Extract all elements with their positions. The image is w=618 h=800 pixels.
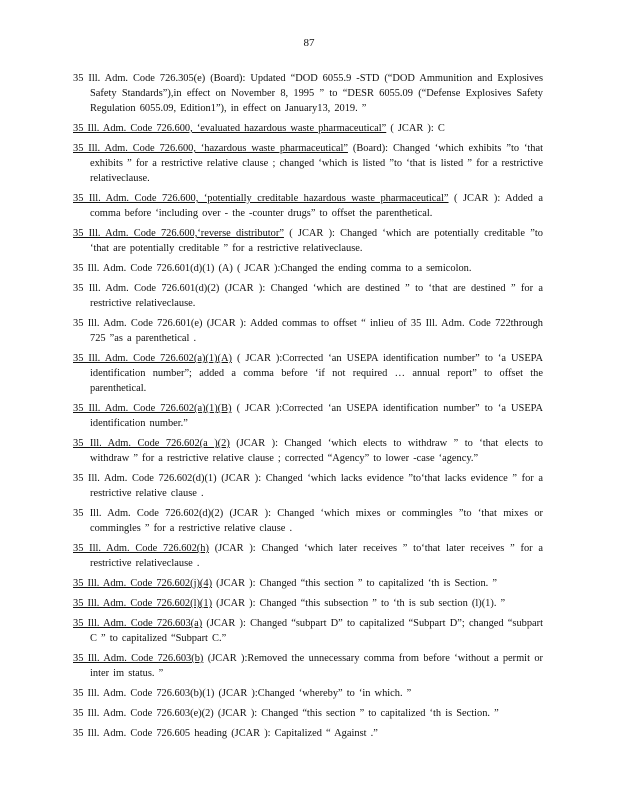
amendment-entry [73, 596, 543, 611]
entry-text: (JCAR ): Changed ‘which elects to withdraw ” to ‘that elects to withdraw ” for a restrictive relative clause ; corrected “Agency” to lower -case ‘agency.” [90, 438, 543, 464]
amendment-entry [73, 706, 543, 721]
amendment-entry [73, 616, 543, 646]
entry-text: Changed ‘which mixes or commingles ”to ‘that mixes or commingles ” for a restrictive relative clause . [90, 508, 543, 534]
amendment-entry [73, 261, 543, 276]
entry-citation: 35 Ill. Adm. Code 726.600,‘reverse distributor” [73, 228, 284, 239]
entry-citation: 35 Ill. Adm. Code 726.602(l)(1) [73, 598, 213, 609]
amendment-entry [73, 576, 543, 591]
amendment-entry [73, 541, 543, 571]
entry-citation: 35 Ill. Adm. Code 726.603(b) [73, 653, 204, 664]
entry-text: Changed “this section ” to capitalized ‘th is Section. ” [257, 708, 499, 719]
amendment-entry [73, 401, 543, 431]
entry-citation: 35 Ill. Adm. Code 726.601(d)(2) (JCAR ): [73, 283, 266, 294]
amendment-entry [73, 71, 543, 116]
amendment-entry [73, 651, 543, 681]
amendment-entry [73, 471, 543, 501]
entry-text: (JCAR ): Changed ‘which later receives ” to‘that later receives ” for a restrictive relativeclause . [90, 543, 543, 569]
entry-text: ( JCAR ): C [386, 123, 445, 134]
entry-citation: 35 Ill. Adm. Code 726.602(d)(1) (JCAR ): [73, 473, 262, 484]
entry-text: ( JCAR ): Changed ‘which are potentially creditable ”to ‘that are potentially creditable ” for a restrictive relativeclause. [90, 228, 543, 254]
entry-citation: 35 Ill. Adm. Code 726.601(d)(1) (A) [73, 263, 233, 274]
entry-citation: 35 Ill. Adm. Code 726.602(j)(4) [73, 578, 213, 589]
amendment-entry [73, 281, 543, 311]
entry-text: Changed ‘which lacks evidence ”to‘that lacks evidence ” for a restrictive relative clause . [90, 473, 544, 499]
page-number: 87 [303, 37, 315, 49]
entry-citation: 35 Ill. Adm. Code 726.605 heading [73, 728, 228, 739]
amendment-entry [73, 121, 543, 136]
entry-citation: 35 Ill. Adm. Code 726.600, ‘evaluated hazardous waste pharmaceutical” [73, 123, 387, 134]
entry-text: (Board): Changed ‘which exhibits ”to ‘that exhibits ” for a restrictive relative clause ; changed ‘which is listed ”to ‘that is listed ” for a restrictive relativeclause. [90, 143, 543, 184]
entry-citation: 35 Ill. Adm. Code 726.602(h) [73, 543, 209, 554]
entry-text: (JCAR ): Capitalized “ Against .” [227, 728, 378, 739]
entry-citation: 35 Ill. Adm. Code 726.603(b)(1) (JCAR ): [73, 688, 258, 699]
entry-text: Changed ‘whereby” to ‘in which. ” [257, 688, 412, 699]
entry-citation: 35 Ill. Adm. Code 726.600, ‘potentially creditable hazardous waste pharmaceutical” [73, 193, 449, 204]
amendment-entry [73, 226, 543, 256]
entry-text: (JCAR ): Changed “this subsection ” to ‘th is sub section (l)(1). ” [212, 598, 506, 609]
amendment-entry [73, 191, 543, 221]
entry-text: (JCAR ): Changed “subpart D” to capitalized “Subpart D”; changed “subpart C ” to capitalized “Subpart C.” [90, 618, 543, 644]
entry-text: ( JCAR ):Changed the ending comma to a semicolon. [232, 263, 472, 274]
entry-citation: 35 Ill. Adm. Code 726.602(a)(1)(B) [73, 403, 232, 414]
amendment-entry [73, 436, 543, 466]
entry-text: ( JCAR ):Corrected ‘an USEPA identification number” to ‘a USEPA identification number”; added a comma before ‘if not required … annual report” to offset the parenthetical. [90, 353, 543, 394]
entry-text: Added commas to offset “ inlieu of 35 Ill. Adm. Code 722through 725 ”as a parenthetical . [90, 318, 543, 344]
entry-citation: 35 Ill. Adm. Code 726.602(a)(1)(A) [73, 353, 232, 364]
entry-text: (JCAR ): Changed “this section ” to capitalized ‘th is Section. ” [212, 578, 497, 589]
amendment-entry [73, 726, 543, 741]
entry-citation: 35 Ill. Adm. Code 726.602(a )(2) [73, 438, 230, 449]
amendment-entry [73, 141, 543, 186]
entry-text: (JCAR ):Removed the unnecessary comma from before ‘without a permit or inter im status. ” [90, 653, 543, 679]
amendment-entry [73, 506, 543, 536]
entry-citation: 35 Ill. Adm. Code 726.603(a) [73, 618, 203, 629]
entry-citation: 35 Ill. Adm. Code 726.305(e) (Board): [73, 73, 246, 84]
entry-citation: 35 Ill. Adm. Code 726.600, ‘hazardous waste pharmaceutical” [73, 143, 348, 154]
amendment-list [73, 71, 543, 746]
amendment-entry [73, 316, 543, 346]
entry-text: Updated “DOD 6055.9 -STD (“DOD Ammunition and Explosives Safety Standards”),in effect on November 8, 1995 ” to “DESR 6055.09 (“Defense Explosives Safety Regulation 6055.09, Edition1”), in effect on January13, 2019. ” [90, 73, 544, 114]
entry-citation: 35 Ill. Adm. Code 726.601(e) (JCAR ): [73, 318, 247, 329]
entry-text: Changed ‘which are destined ” to ‘that are destined ” for a restrictive relativeclause. [90, 283, 543, 309]
entry-text: ( JCAR ):Corrected ‘an USEPA identification number” to ‘a USEPA identification number.” [90, 403, 544, 429]
entry-citation: 35 Ill. Adm. Code 726.603(e)(2) (JCAR ): [73, 708, 258, 719]
entry-text: ( JCAR ): Added a comma before ‘including over - the -counter drugs” to offset the parenthetical. [90, 193, 543, 219]
amendment-entry [73, 351, 543, 396]
entry-citation: 35 Ill. Adm. Code 726.602(d)(2) (JCAR ): [73, 508, 271, 519]
amendment-entry [73, 686, 543, 701]
